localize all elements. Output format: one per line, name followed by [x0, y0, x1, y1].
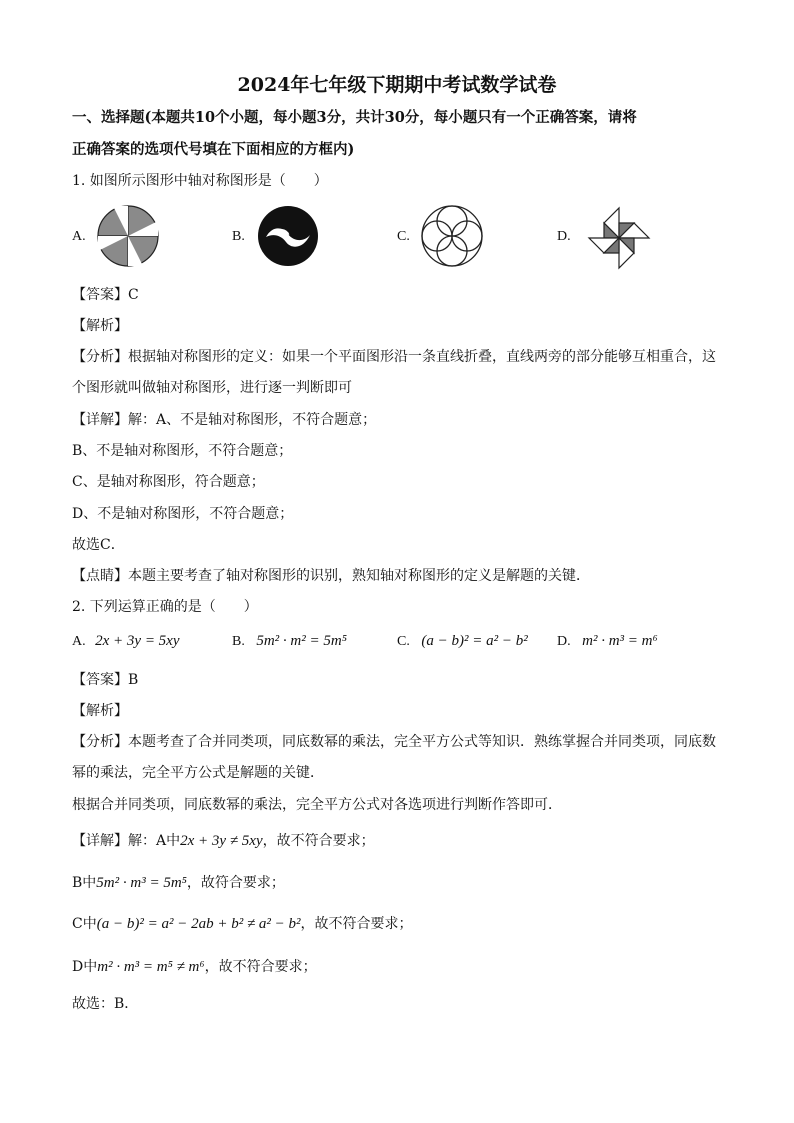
q2-stem: 2. 下列运算正确的是（ ）: [72, 599, 258, 615]
q2-detail-b-suffix: ，故符合要求；: [186, 875, 285, 891]
q2-option-b: [232, 633, 347, 650]
q1-option-d-label: D.: [557, 229, 571, 244]
q2-detail-d-expr: m² · m³ = m⁵ ≠ m⁶: [97, 959, 205, 975]
q2-detail-c-suffix: ，故不符合要求；: [300, 916, 413, 932]
q2-detail-d: [72, 957, 317, 977]
q2-analysis-label: 【解析】: [72, 703, 128, 719]
q2-detail-b-prefix: B中: [72, 875, 97, 891]
q1-option-c-label: C.: [397, 229, 410, 244]
windmill-figure-d: [584, 204, 654, 272]
q1-option-b-label: B.: [232, 229, 245, 244]
q1-detail-c: C、是轴对称图形，符合题意；: [72, 474, 265, 490]
q2-detail-c-expr: (a − b)² = a² − 2ab + b² ≠ a² − b²: [96, 916, 301, 932]
section-heading-line2: 正确答案的选项代号填在下面相应的方框内): [72, 141, 355, 158]
q2-detail-a-suffix: ，故不符合要求；: [262, 833, 375, 849]
q2-detail-a-expr: 2x + 3y ≠ 5xy: [180, 833, 263, 849]
q2-option-b-label: B.: [232, 634, 245, 649]
q1-comment: 【点睛】本题主要考查了轴对称图形的识别，熟知轴对称图形的定义是解题的关键．: [72, 568, 590, 584]
q2-option-c-expr: (a − b)² = a² − b²: [421, 633, 528, 649]
q2-detail-b: [72, 873, 285, 893]
q1-stem: 1. 如图所示图形中轴对称图形是（ ）: [72, 173, 328, 189]
q2-option-a-expr: 2x + 3y = 5xy: [95, 633, 180, 649]
q2-option-d: [557, 633, 658, 650]
q2-option-a: [72, 633, 180, 650]
q2-option-d-label: D.: [557, 634, 571, 649]
q2-detail-a: [72, 831, 375, 851]
pinwheel-figure-a: [96, 204, 160, 268]
q1-detail-b: B、不是轴对称图形，不符合题意；: [72, 443, 293, 459]
q2-detail-c: [72, 914, 413, 934]
q2-fenxi-line2: 幂的乘法，完全平方公式是解题的关键．: [72, 765, 324, 781]
q2-choose: 故选：B．: [72, 996, 139, 1012]
q1-answer: 【答案】C: [72, 287, 139, 303]
page-title: 2024年七年级下期期中考试数学试卷: [237, 74, 557, 96]
q2-detail-d-prefix: D中: [72, 959, 98, 975]
q2-detail-c-prefix: C中: [72, 916, 97, 932]
q1-fenxi-line2: 个图形就叫做轴对称图形，进行逐一判断即可: [72, 380, 352, 396]
q2-detail-b-expr: 5m² · m³ = 5m⁵: [96, 875, 187, 891]
q2-option-b-expr: 5m² · m² = 5m⁵: [256, 633, 347, 649]
q2-option-a-label: A.: [72, 634, 86, 649]
q2-option-c: [397, 633, 528, 650]
q1-choose: 故选C．: [72, 537, 125, 553]
swirl-figure-b: [256, 204, 320, 268]
q2-option-d-expr: m² · m³ = m⁶: [582, 633, 658, 649]
q1-analysis-label: 【解析】: [72, 318, 128, 334]
q2-detail-d-suffix: ，故不符合要求；: [204, 959, 317, 975]
q2-fenxi-line1: 【分析】本题考查了合并同类项，同底数幂的乘法，完全平方公式等知识．熟练掌握合并同类项，同底数: [72, 734, 716, 750]
q2-detail-a-prefix: 【详解】解：A中: [72, 833, 181, 849]
q1-option-a-label: A.: [72, 229, 86, 244]
q1-detail-a: 【详解】解：A、不是轴对称图形，不符合题意；: [72, 412, 377, 428]
q1-fenxi-line1: 【分析】根据轴对称图形的定义：如果一个平面图形沿一条直线折叠，直线两旁的部分能够互相重合，这: [72, 349, 716, 365]
section-heading-line1: 一、选择题(本题共10个小题，每小题3分，共计30分，每小题只有一个正确答案，请将: [72, 109, 637, 126]
flower-circle-figure-c: [420, 204, 484, 268]
q2-fenxi-line3: 根据合并同类项，同底数幂的乘法，完全平方公式对各选项进行判断作答即可．: [72, 797, 562, 813]
q2-option-c-label: C.: [397, 634, 410, 649]
q2-answer: 【答案】B: [72, 672, 139, 688]
q1-detail-d: D、不是轴对称图形，不符合题意；: [72, 506, 294, 522]
